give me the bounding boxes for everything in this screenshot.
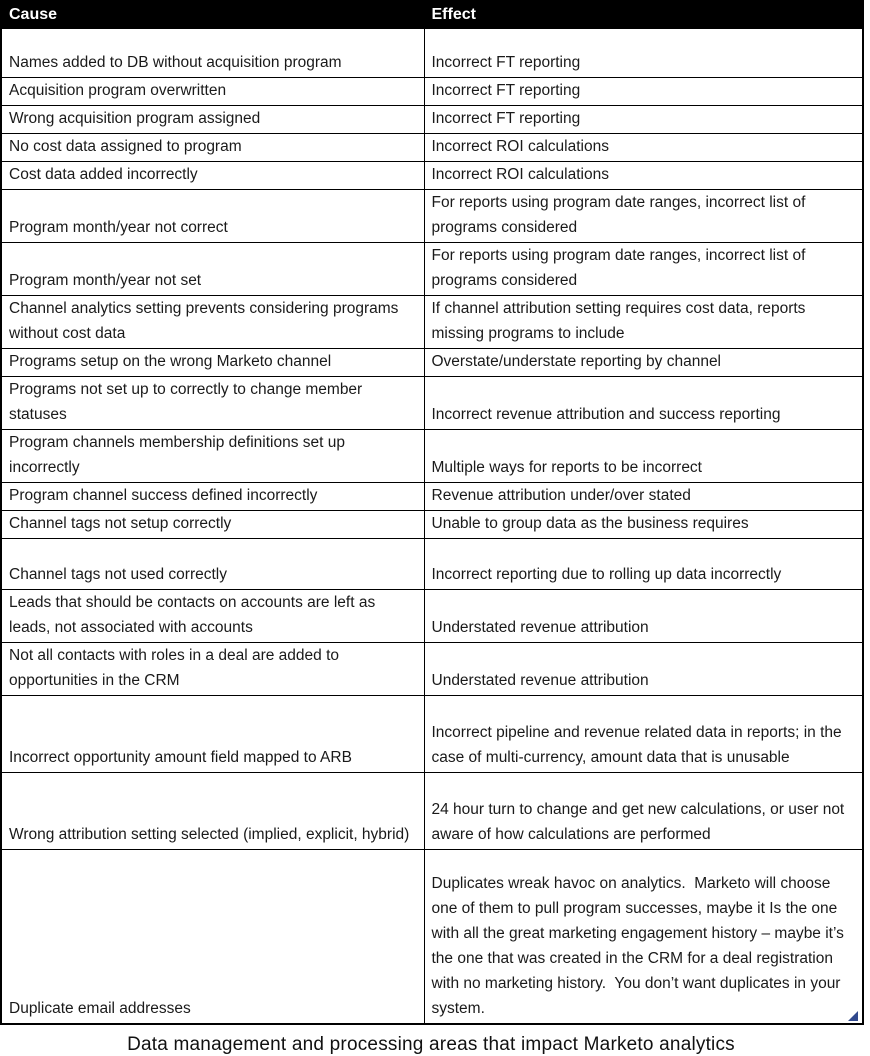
table-row xyxy=(1,643,863,696)
effect-cell: Incorrect FT reporting xyxy=(424,78,863,106)
cause-cell: Names added to DB without acquisition program xyxy=(1,29,424,78)
cause-cell: No cost data assigned to program xyxy=(1,134,424,162)
table-row xyxy=(1,511,863,539)
cause-cell: Program month/year not set xyxy=(1,243,424,296)
effect-cell: For reports using program date ranges, incorrect list of programs considered xyxy=(424,190,863,243)
effect-cell: Incorrect ROI calculations xyxy=(424,134,863,162)
table-row xyxy=(1,349,863,377)
effect-cell: Understated revenue attribution xyxy=(424,590,863,643)
column-header-effect: Effect xyxy=(424,1,863,29)
cause-cell: Wrong acquisition program assigned xyxy=(1,106,424,134)
table-row xyxy=(1,590,863,643)
table-row xyxy=(1,243,863,296)
cause-cell: Channel tags not used correctly xyxy=(1,539,424,590)
effect-cell: Incorrect FT reporting xyxy=(424,29,863,78)
cause-cell: Programs setup on the wrong Marketo channel xyxy=(1,349,424,377)
effect-cell: Incorrect pipeline and revenue related data in reports; in the case of multi-currency, amount data that is unusable xyxy=(424,696,863,773)
effect-cell: Incorrect revenue attribution and success reporting xyxy=(424,377,863,430)
effect-cell: Revenue attribution under/over stated xyxy=(424,483,863,511)
table-row xyxy=(1,296,863,349)
table-row xyxy=(1,78,863,106)
effect-cell: Incorrect reporting due to rolling up data incorrectly xyxy=(424,539,863,590)
cause-cell: Wrong attribution setting selected (implied, explicit, hybrid) xyxy=(1,773,424,850)
effect-cell: If channel attribution setting requires cost data, reports missing programs to include xyxy=(424,296,863,349)
table-row xyxy=(1,696,863,773)
table-header-row xyxy=(1,1,863,29)
cause-cell: Duplicate email addresses xyxy=(1,850,424,1024)
table-row xyxy=(1,773,863,850)
cause-cell: Program channels membership definitions set up incorrectly xyxy=(1,430,424,483)
cause-cell: Channel tags not setup correctly xyxy=(1,511,424,539)
table-row xyxy=(1,850,863,1024)
table-row xyxy=(1,430,863,483)
effect-cell: Multiple ways for reports to be incorrect xyxy=(424,430,863,483)
cause-cell: Acquisition program overwritten xyxy=(1,78,424,106)
table-row xyxy=(1,190,863,243)
effect-cell: Unable to group data as the business requires xyxy=(424,511,863,539)
table-row xyxy=(1,539,863,590)
effect-cell: Duplicates wreak havoc on analytics. Marketo will choose one of them to pull program successes, maybe it Is the one with all the great marketing engagement history – maybe it’s the one that was created in the CRM for a deal registration with no marketing history. You don’t want duplicates in your system. xyxy=(424,850,863,1024)
cause-cell: Channel analytics setting prevents considering programs without cost data xyxy=(1,296,424,349)
effect-cell: Incorrect FT reporting xyxy=(424,106,863,134)
column-header-cause: Cause xyxy=(1,1,424,29)
table-row xyxy=(1,377,863,430)
cause-cell: Programs not set up to correctly to change member statuses xyxy=(1,377,424,430)
effect-cell: Overstate/understate reporting by channel xyxy=(424,349,863,377)
cause-cell: Leads that should be contacts on accounts are left as leads, not associated with accounts xyxy=(1,590,424,643)
cause-cell: Program month/year not correct xyxy=(1,190,424,243)
table-body xyxy=(1,29,863,1024)
cause-cell: Program channel success defined incorrectly xyxy=(1,483,424,511)
figure-caption: Data management and processing areas that impact Marketo analytics xyxy=(127,1033,735,1055)
effect-cell: For reports using program date ranges, incorrect list of programs considered xyxy=(424,243,863,296)
cause-cell: Incorrect opportunity amount field mapped to ARB xyxy=(1,696,424,773)
table-row xyxy=(1,106,863,134)
cause-cell: Cost data added incorrectly xyxy=(1,162,424,190)
resize-handle-icon xyxy=(848,1011,858,1021)
cause-cell: Not all contacts with roles in a deal are added to opportunities in the CRM xyxy=(1,643,424,696)
effect-cell: Incorrect ROI calculations xyxy=(424,162,863,190)
table-row xyxy=(1,483,863,511)
effect-cell: 24 hour turn to change and get new calculations, or user not aware of how calculations are performed xyxy=(424,773,863,850)
table-row xyxy=(1,134,863,162)
table-row xyxy=(1,29,863,78)
effect-cell: Understated revenue attribution xyxy=(424,643,863,696)
table-row xyxy=(1,162,863,190)
